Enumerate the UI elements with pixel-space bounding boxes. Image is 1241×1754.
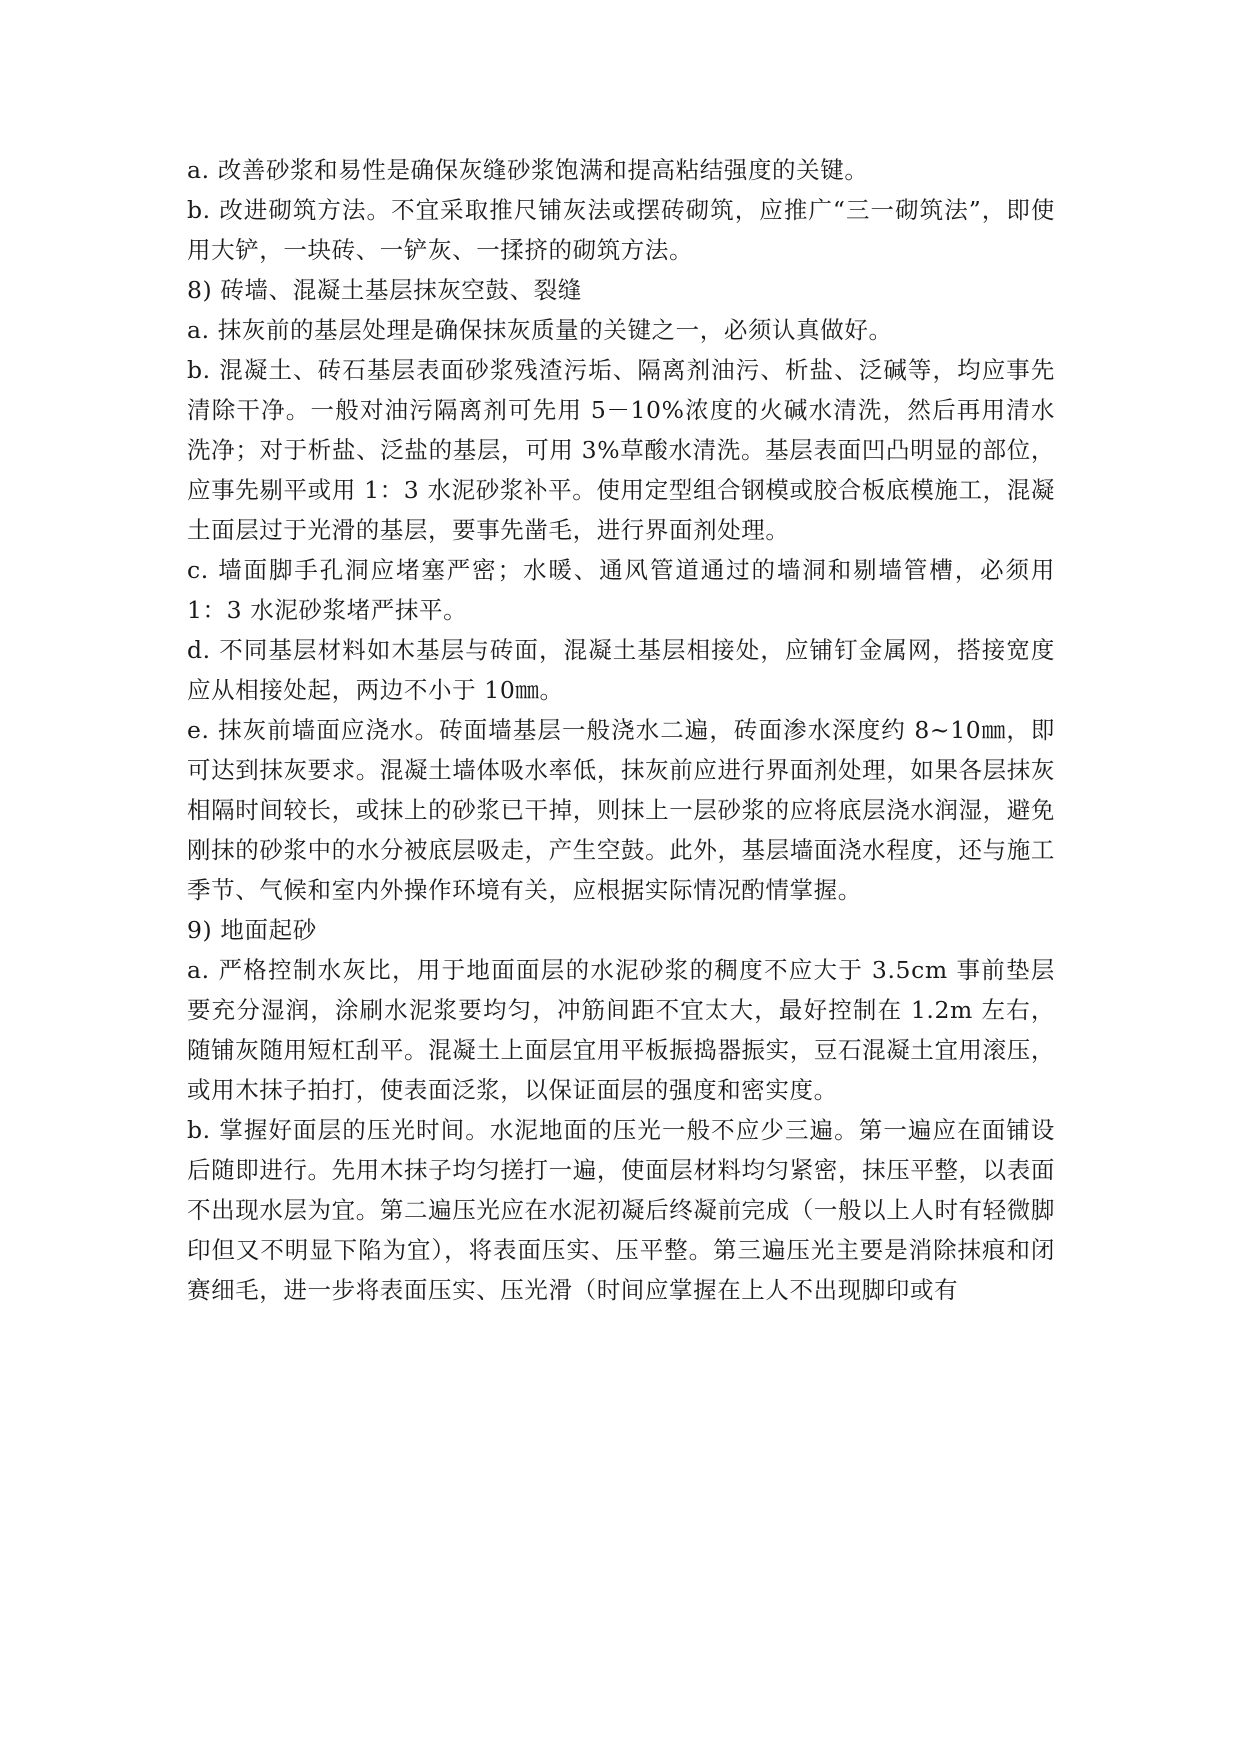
paragraph-8e: e. 抹灰前墙面应浇水。砖面墙基层一般浇水二遍，砖面渗水深度约 8~10㎜，即可达到抹灰要求。混凝土墙体吸水率低，抹灰前应进行界面剂处理，如果各层抹灰相隔时间较长，或抹上的砂浆已干掉，则抹上一层砂浆的应将底层浇水润湿，避免刚抹的砂浆中的水分被底层吸走，产生空鼓。此外，基层墙面浇水程度，还与施工季节、气候和室内外操作环境有关，应根据实际情况酌情掌握。 bbox=[187, 716, 1055, 904]
paragraph-9a: a. 严格控制水灰比，用于地面面层的水泥砂浆的稠度不应大于 3.5cm 事前垫层要充分湿润，涂刷水泥浆要均匀，冲筋间距不宜太大，最好控制在 1.2m 左右，随铺灰随用短杠刮平。混凝土上面层宜用平板振捣器振实，豆石混凝土宜用滚压，或用木抹子拍打，使表面泛浆，以保证面层的强度和密实度。 bbox=[187, 956, 1055, 1104]
section-heading-8: 8) 砖墙、混凝土基层抹灰空鼓、裂缝 bbox=[187, 276, 582, 304]
paragraph-9b: b. 掌握好面层的压光时间。水泥地面的压光一般不应少三遍。第一遍应在面铺设后随即进行。先用木抹子均匀搓打一遍，使面层材料均匀紧密，抹压平整，以表面不出现水层为宜。第二遍压光应在水泥初凝后终凝前完成（一般以上人时有轻微脚印但又不明显下陷为宜），将表面压实、压平整。第三遍压光主要是消除抹痕和闭赛细毛，进一步将表面压实、压光滑（时间应掌握在上人不出现脚印或有 bbox=[187, 1116, 1055, 1304]
paragraph-8b: b. 混凝土、砖石基层表面砂浆残渣污垢、隔离剂油污、析盐、泛碱等，均应事先清除干净。一般对油污隔离剂可先用 5－10%浓度的火碱水清洗，然后再用清水洗净；对于析盐、泛盐的基层，可用 3%草酸水清洗。基层表面凹凸明显的部位，应事先剔平或用 1：3 水泥砂浆补平。使用定型组合钢模或胶合板底模施工，混凝土面层过于光滑的基层，要事先凿毛，进行界面剂处理。 bbox=[187, 356, 1055, 544]
paragraph-b-masonry-method: b. 改进砌筑方法。不宜采取推尺铺灰法或摆砖砌筑，应推广“三一砌筑法”，即使用大铲，一块砖、一铲灰、一揉挤的砌筑方法。 bbox=[187, 196, 1055, 264]
paragraph-a-mortar: a. 改善砂浆和易性是确保灰缝砂浆饱满和提高粘结强度的关键。 bbox=[187, 156, 869, 184]
paragraph-8d: d. 不同基层材料如木基层与砖面，混凝土基层相接处，应铺钉金属网，搭接宽度应从相接处起，两边不小于 10㎜。 bbox=[187, 636, 1055, 704]
document-body bbox=[187, 150, 1055, 1310]
paragraph-8a: a. 抹灰前的基层处理是确保抹灰质量的关键之一，必须认真做好。 bbox=[187, 316, 893, 344]
section-heading-9: 9) 地面起砂 bbox=[187, 916, 317, 944]
paragraph-8c: c. 墙面脚手孔洞应堵塞严密；水暖、通风管道通过的墙洞和剔墙管槽，必须用 1：3 水泥砂浆堵严抹平。 bbox=[187, 556, 1055, 624]
